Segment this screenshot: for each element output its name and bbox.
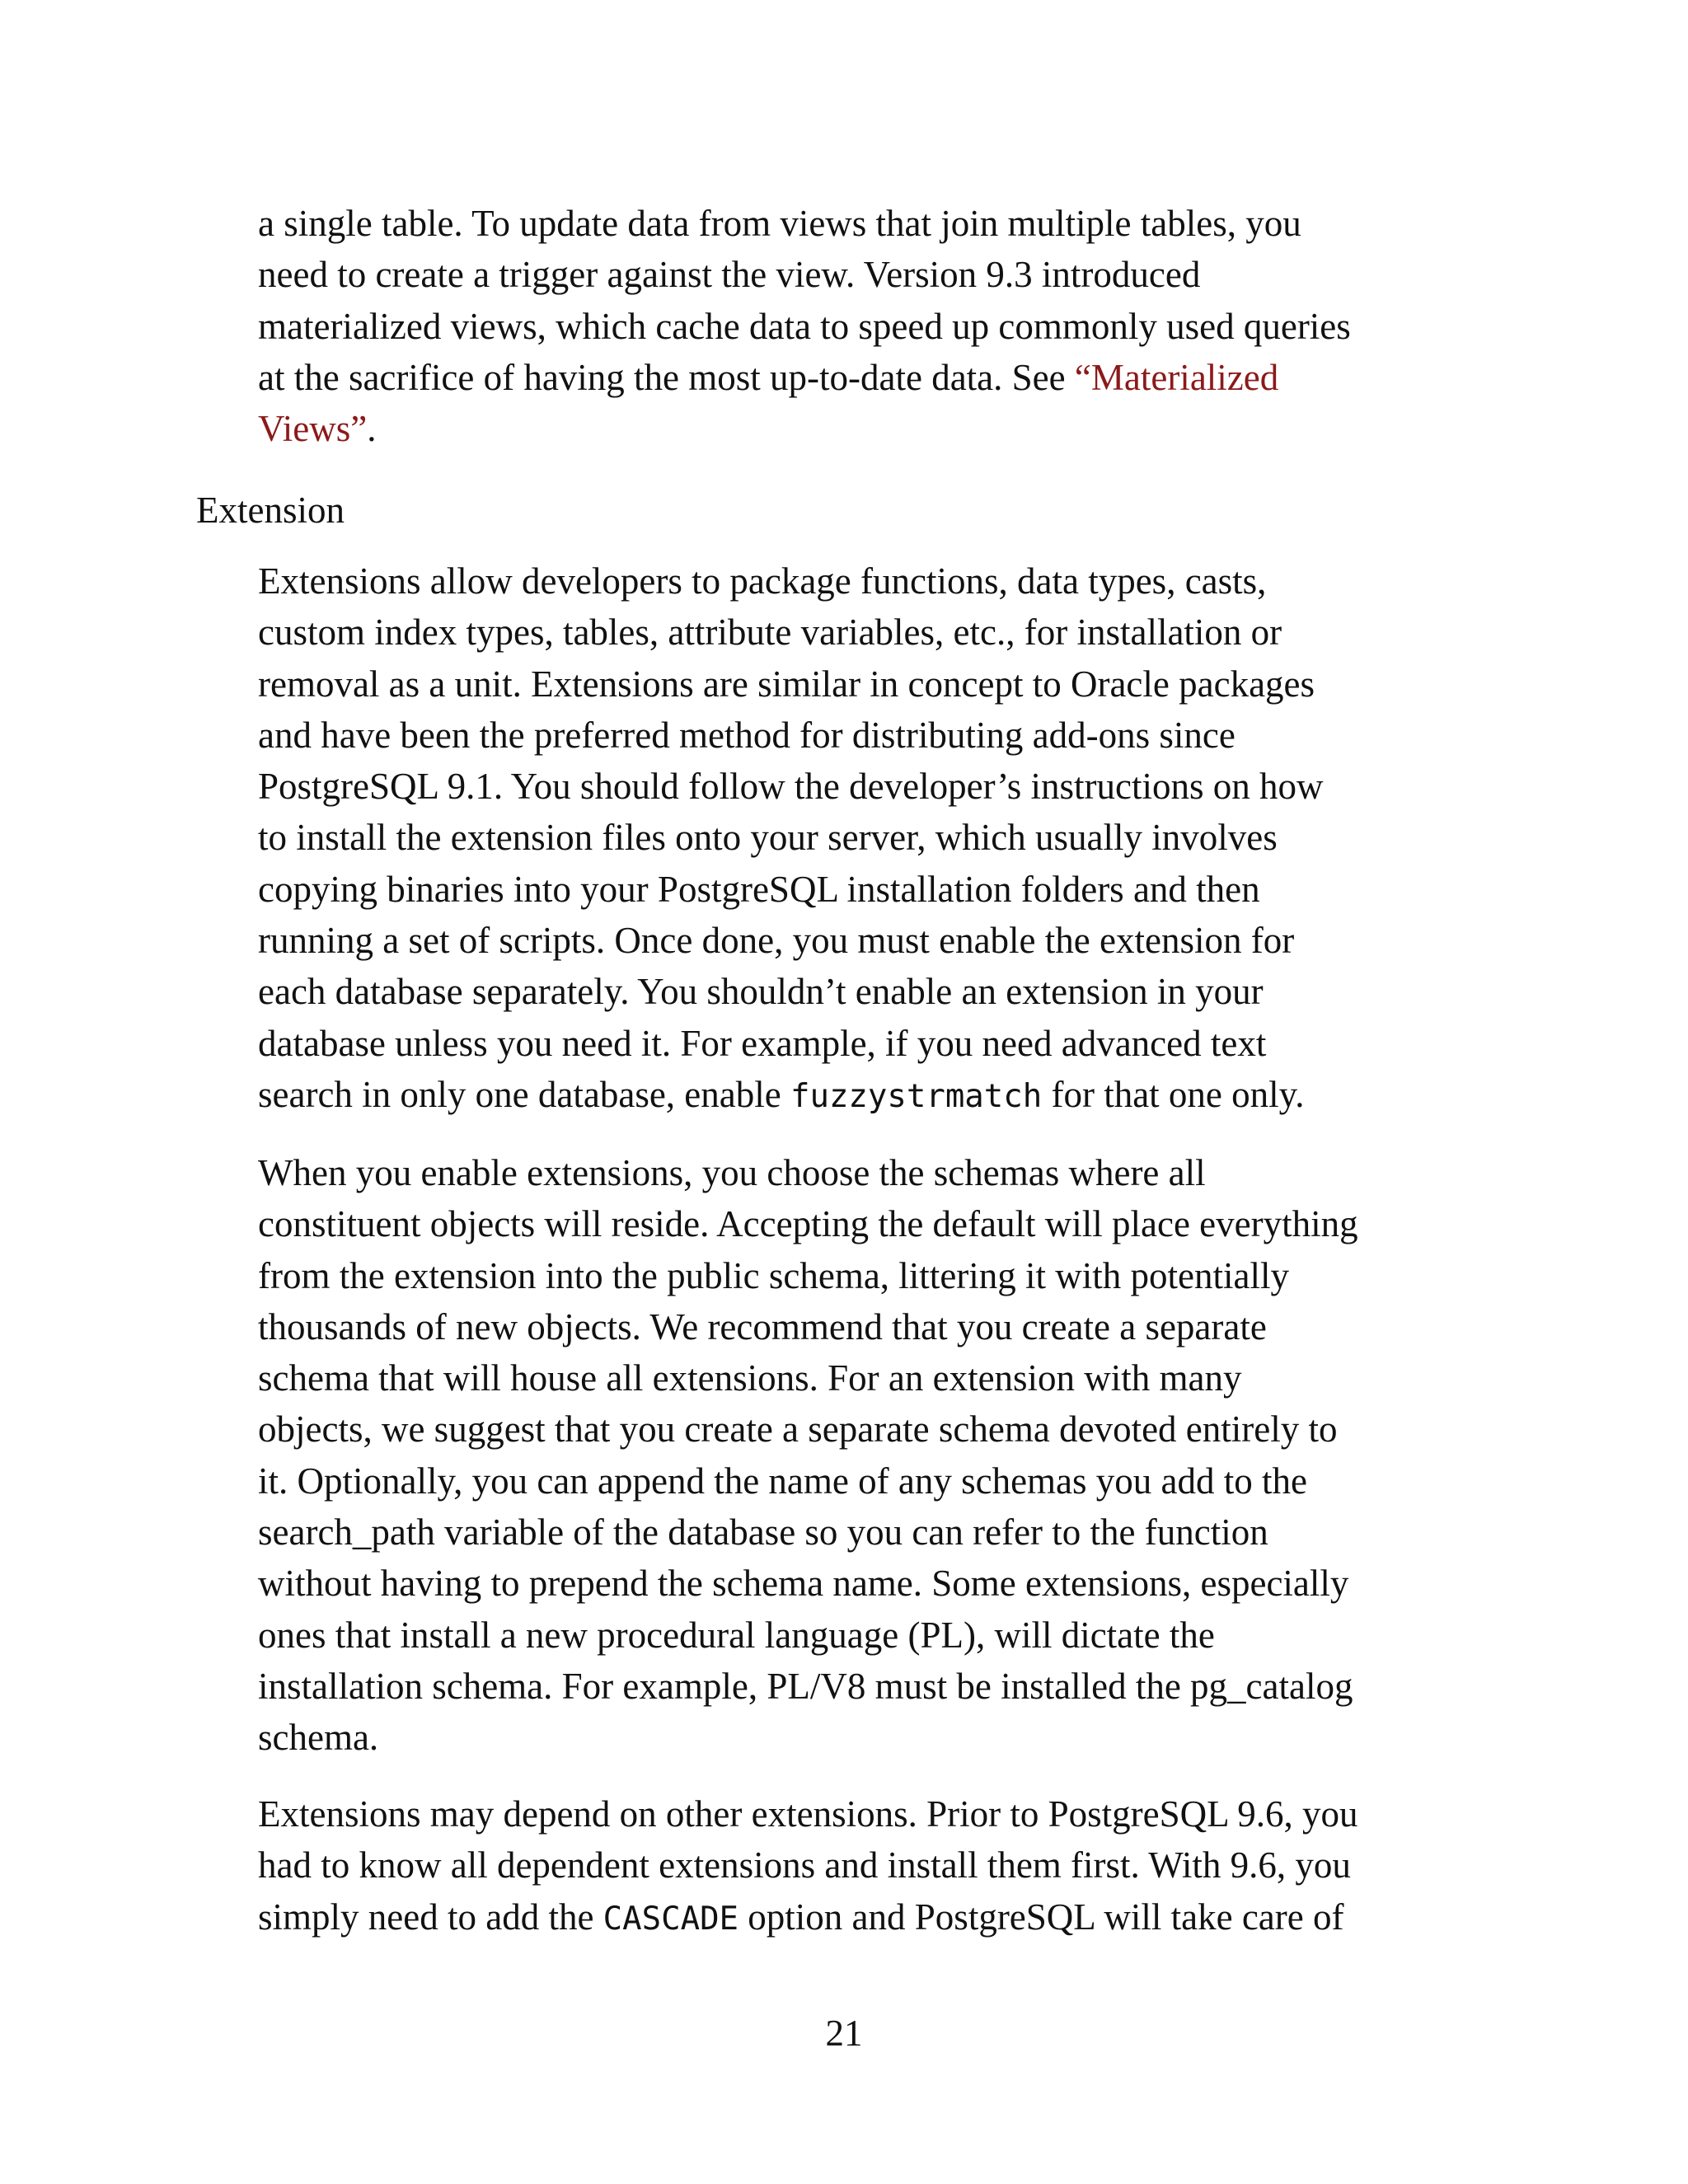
text-line: When you enable extensions, you choose the schemas where all <box>258 1152 1206 1193</box>
text-segment: for that one only. <box>1042 1073 1305 1115</box>
paragraph-extension-2 <box>258 1147 1494 1764</box>
text-line: without having to prepend the schema name. Some extensions, especially <box>258 1563 1349 1605</box>
text-segment: search in only one database, enable <box>258 1073 790 1115</box>
text-line: database unless you need it. For example, if you need advanced text <box>258 1022 1267 1064</box>
code-cascade: CASCADE <box>603 1900 739 1938</box>
text-line: each database separately. You shouldn’t enable an extension in your <box>258 971 1264 1013</box>
text-line <box>258 1069 1494 1122</box>
text-line: PostgreSQL 9.1. You should follow the developer’s instructions on how <box>258 766 1324 808</box>
text-line <box>258 352 1494 403</box>
text-segment: option and PostgreSQL will take care of <box>738 1896 1344 1938</box>
text-line: schema that will house all extensions. For an extension with many <box>258 1357 1242 1399</box>
text-line <box>258 403 1494 454</box>
text-line: Extensions may depend on other extensions. Prior to PostgreSQL 9.6, you <box>258 1793 1358 1835</box>
text-line: from the extension into the public schema, littering it with potentially <box>258 1254 1289 1296</box>
term-extension: Extension <box>196 490 345 531</box>
text-line: running a set of scripts. Once done, you must enable the extension for <box>258 920 1295 962</box>
text-line: Extensions allow developers to package functions, data types, casts, <box>258 560 1267 602</box>
materialized-views-link[interactable]: “Materialized <box>1074 356 1279 398</box>
paragraph-views <box>258 198 1494 454</box>
text-line: ones that install a new procedural language (PL), will dictate the <box>258 1614 1215 1656</box>
text-line: schema. <box>258 1717 379 1759</box>
text-line: had to know all dependent extensions and install them first. With 9.6, you <box>258 1844 1351 1886</box>
text-line: it. Optionally, you can append the name of any schemas you add to the <box>258 1460 1307 1502</box>
text-line: installation schema. For example, PL/V8 must be installed the pg_catalog <box>258 1665 1353 1707</box>
text-line: constituent objects will reside. Accepting the default will place everything <box>258 1203 1358 1245</box>
text-line: removal as a unit. Extensions are similar in concept to Oracle packages <box>258 663 1315 705</box>
text-line: objects, we suggest that you create a separate schema devoted entirely to <box>258 1408 1338 1451</box>
text-line <box>258 1891 1494 1945</box>
text-line: custom index types, tables, attribute variables, etc., for installation or <box>258 612 1282 654</box>
text-line: thousands of new objects. We recommend that you create a separate <box>258 1305 1267 1347</box>
text-segment: simply need to add the <box>258 1896 603 1938</box>
text-line: materialized views, which cache data to speed up commonly used queries <box>258 305 1351 347</box>
text-segment: . <box>367 408 377 450</box>
text-line: a single table. To update data from views that join multiple tables, you <box>258 203 1301 244</box>
text-segment: at the sacrifice of having the most up-to-date data. See <box>258 356 1075 398</box>
text-line: copying binaries into your PostgreSQL installation folders and then <box>258 868 1260 910</box>
materialized-views-link-continued[interactable]: Views” <box>258 408 368 450</box>
paragraph-extension-1 <box>258 555 1494 1122</box>
code-fuzzystrmatch: fuzzystrmatch <box>790 1077 1043 1115</box>
paragraph-extension-3 <box>258 1788 1494 1945</box>
text-line: need to create a trigger against the view. Version 9.3 introduced <box>258 254 1201 296</box>
text-line: to install the extension files onto your server, which usually involves <box>258 817 1278 859</box>
text-line: and have been the preferred method for distributing add-ons since <box>258 714 1236 756</box>
text-line: search_path variable of the database so you can refer to the function <box>258 1511 1268 1554</box>
page-number: 21 <box>825 2013 863 2054</box>
